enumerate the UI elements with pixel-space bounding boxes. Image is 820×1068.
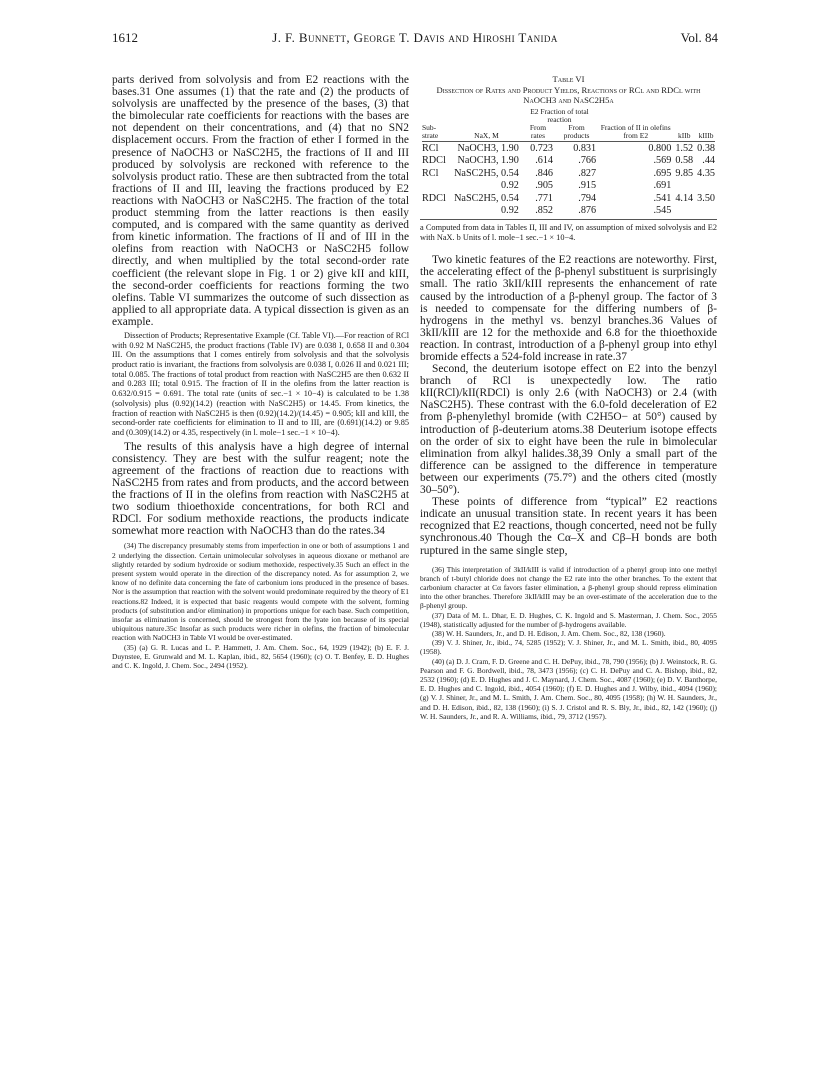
table-cell-rates: .905: [535, 180, 554, 192]
table-row: [420, 168, 717, 181]
table-label: Table VI: [552, 74, 585, 84]
table-cell-kii: 0.58: [675, 155, 694, 167]
left-column: [112, 74, 409, 670]
table-cell-nax: NaOCH3, 1.90: [457, 155, 519, 167]
table-cell-prod: .827: [578, 167, 597, 179]
table-cell-kii: [673, 205, 695, 218]
footnote-40: (40) (a) D. J. Cram, F. D. Greene and C. H. DePuy, ibid., 78, 790 (1956); (b) J. Weinstock, R. G. Pearson and F. G. Bordwell, ibid., 78, 3473 (1956); (c) C. H. DePuy and C. A. Bishop, ibid., 82, 2532 (1960); (d) E. D. Hughes and J. C. Maynard, J. Chem. Soc., 4087 (1960); (e) D. V. Banthorpe, E. D. Hughes and C. Ingold, ibid., 4054 (1960); (f) E. D. Hughes and J. Wilby, ibid., 4094 (1960); (g) V. J. Shiner, Jr., and M. L. Smith, J. Am. Chem. Soc., 80, 4095 (1958); (h) W. H. Saunders, Jr., and D. H. Edison, ibid., 82, 138 (1960); (i) S. J. Cristol and R. S. Bly, Jr., ibid., 82, 142 (1960); (j) W. H. Saunders, Jr., and R. A. Williams, ibid., 79, 3712 (1957).: [420, 656, 717, 721]
table-cell-kiii: 3.50: [697, 192, 715, 204]
th-e2-fraction: E2 Fraction of total reaction: [530, 106, 589, 124]
table-cell-kii: 9.85: [675, 167, 694, 179]
table-cell-rates: .614: [535, 155, 554, 167]
footnotes-left: [112, 541, 409, 670]
table-cell-kiii: 0.38: [697, 142, 715, 154]
th-fraction: Fraction of II in olefins from E2: [600, 122, 671, 140]
table-cell-prod: .876: [578, 205, 597, 217]
table-cell-prod: .794: [578, 192, 597, 204]
table-title: Dissection of Rates and Product Yields, Reactions of RCl and RDCl with NaOCH3 and NaSC2H5a: [436, 84, 701, 105]
table-cell-nax: NaSC2H5, 0.54: [454, 167, 519, 179]
paragraph-transition-state: These points of difference from “typical” E2 reactions indicate an unusual transition state. In recent years it has been recognized that E2 reactions, though concerted, need not be fully synchronous.40 Though the Cα–X and Cβ–H bonds are both ruptured in the same single step,: [420, 496, 717, 557]
table-footnote: a Computed from data in Tables II, III and IV, on assumption of mixed solvolysis and E2 with NaX. b Units of l. mole−1 sec.−1 × 10−4.: [420, 223, 717, 242]
volume-number: Vol. 84: [680, 30, 718, 45]
table-cell-frac: 0.800: [648, 142, 672, 154]
th-from-rates: From rates: [529, 122, 547, 140]
table-row: [420, 193, 717, 206]
footnotes-right: [420, 565, 717, 721]
table-cell-kii: [673, 180, 695, 193]
table-cell-nax: 0.92: [501, 180, 519, 192]
footnote-34: (34) The discrepancy presumably stems from imperfection in one or both of assumptions 1 and 2 underlying the dissection. Certain unimolecular solvolyses in aqueous dioxane or methanol are slightly retarded by sodium hydroxide or sodium methoxide, respectively.35 Such an effect in the present system would operate in the direction of the discrepancy noted. As for assumption 2, we know of no definite data concerning the fate of carbonium ions produced in the presence of bases. Nor is the assumption that reaction with the solvent would predominate required by the theory of E1 reactions.82 Indeed, it is expected that basic reagents would compete with the solvent, forming products (of substitution and/or elimination) in proportions unique for each base. Such competition, insofar as elimination is concerned, should be strongest from the lyate ion because of its special ubiquitous nature.35c Insofar as such products were richer in olefins, the fraction of bimolecular reaction with NaOCH3 in Table VI would be over-estimated.: [112, 541, 409, 643]
table-row: [420, 155, 717, 168]
footnote-36: (36) This interpretation of 3kII/kIII is valid if introduction of a phenyl group into one methyl branch of t-butyl chloride does not change the E2 rate into the other branches. To the extent that carbonium character at Cα favors faster elimination, a β-phenyl group should repress elimination into the other branches. Therefore 3kII/kIII may be an over-estimate of the acceleration due to the β-phenyl group.: [420, 564, 717, 611]
representative-example: Dissection of Products; Representative Example (Cf. Table VI).—For reaction of RCl with 0.92 M NaSC2H5, the product fractions (Table IV) are 0.038 I, 0.658 II and 0.304 III. On the assumptions that I comes entirely from solvolysis and that the solvolysis product ratio is invariant, the fractions from solvolysis are 0.038 I, 0.026 II and 0.021 III; total 0.085. The fractions of total product from reaction with NaSC2H5 are then 0.632 II and 0.283 III; total 0.915. The fraction of II in the olefins from the latter reaction is 0.632/0.915 = 0.691. The total rate (units of sec.−1 × 10−4) is calculated to be 1.38 (solvolysis) plus (0.92)(14.2) (reaction with NaSC2H5) or 14.45. From kinetics, the fraction of reaction with NaSC2H5 is then (0.92)(14.2)/(14.45) = 0.905; kII and kIII, the second-order rate coefficients for elimination to II and to III, are (0.691)(14.2) or 9.85 and (0.309)(14.2) or 4.35, respectively (in l. mole−1 sec.−1 × 10−4).: [112, 330, 409, 437]
table-cell-sub: [420, 180, 452, 193]
table-cell-rates: 0.723: [530, 142, 554, 154]
table-cell-frac: .541: [653, 192, 672, 204]
page-number: 1612: [112, 30, 138, 45]
paragraph-isotope-effect: Second, the deuterium isotope effect on E2 into the benzyl branch of RCl is unexpectedly low. The ratio kII(RCl)/kII(RDCl) is only 2.6 (with NaOCH3) or 2.4 (with NaSC2H5). These contrast with the 6.0-fold deceleration of E2 from β-phenylethyl bromide (with C2H5O− at 50°) caused by introduction of β-deuterium atoms.38 Deuterium isotope effects on the order of six to eight have been the rule in bimolecular elimination from alkyl halides.38,39 Only a small part of the difference can be assigned to the difference in temperature between our experiments (75.7°) and the others cited (mostly 30–50°).: [420, 363, 717, 497]
table-cell-rates: .846: [535, 167, 554, 179]
paragraph-consistency: The results of this analysis have a high degree of internal consistency. They are best with the sulfur reagent; note the agreement of the fractions of reaction due to reactions with NaSC2H5 from rates and from products, and the accord between the fractions of II in the olefins from reaction with NaSC2H5 at two sodium thioethoxide concentrations, for both RCl and RDCl. For sodium methoxide reactions, the products indicate somewhat more reaction with NaOCH3 than do the rates.34: [112, 440, 409, 538]
th-nax: NaX, M: [474, 130, 499, 140]
footnote-37: (37) Data of M. L. Dhar, E. D. Hughes, C. K. Ingold and S. Masterman, J. Chem. Soc., 2055 (1948), statistically adjusted for the number of β-hydrogens available.: [420, 610, 717, 629]
table-cell-frac: .545: [653, 205, 672, 217]
table-cell-prod: .915: [578, 180, 597, 192]
table-cell-kiii: 4.35: [697, 167, 715, 179]
right-column: [420, 74, 717, 721]
table-row: [420, 205, 717, 218]
table-vi: [420, 108, 717, 219]
th-kii: kIIb: [677, 130, 691, 140]
table-cell-prod: 0.831: [573, 142, 597, 154]
th-from-products: From products: [563, 122, 590, 140]
table-cell-rates: .852: [535, 205, 554, 217]
table-cell-kii: 1.52: [675, 142, 694, 154]
table-cell-sub: RDCl: [422, 155, 446, 167]
table-cell-frac: .569: [653, 155, 672, 167]
table-cell-kiii: [695, 180, 717, 193]
footnote-35: (35) (a) G. R. Lucas and L. P. Hammett, J. Am. Chem. Soc., 64, 1929 (1942); (b) E. F. J. Duynstee, E. Grunwald and M. L. Kaplan, ibid., 82, 5654 (1960); (c) O. T. Benfey, E. D. Hughes and C. K. Ingold, J. Chem. Soc., 2494 (1952).: [112, 642, 409, 671]
footnote-38: (38) W. H. Saunders, Jr., and D. H. Edison, J. Am. Chem. Soc., 82, 138 (1960).: [432, 629, 666, 639]
table-cell-sub: RDCl: [422, 192, 446, 204]
table-cell-sub: RCl: [422, 167, 439, 179]
running-header: [112, 30, 718, 50]
running-authors: J. F. Bunnett, George T. Davis and Hiroshi Tanida: [272, 30, 558, 45]
table-cell-kii: 4.14: [675, 192, 694, 204]
table-row: [420, 180, 717, 193]
th-substrate: Sub-strate: [422, 122, 439, 140]
table-cell-rates: .771: [535, 192, 554, 204]
th-kiii: kIIIb: [698, 130, 714, 140]
table-cell-frac: .695: [653, 167, 672, 179]
table-cell-prod: .766: [578, 155, 597, 167]
paragraph-dissection-method: parts derived from solvolysis and from E2 reactions with the bases.31 One assumes (1) that the rate and (2) the products of solvolysis are unaffected by the presence of the bases, (3) that the bimolecular rate coefficients for reactions with the bases are not dependent on their concentrations, and (4) that no SN2 displacement occurs. From the fraction of ether I formed in the presence of NaOCH3 or NaSC2H5, the fractions of II and III produced by solvolysis are reckoned with reference to the solvolysis product ratio. These are then subtracted from the total fractions of II and III, leaving the fractions produced by E2 reactions with NaOCH3 or NaSC2H5. The fraction of the total product stemming from the latter reactions is then easily computed, and is compared with the same quantity as derived from kinetic information. The fractions of II and of III in the olefins from reaction with NaOCH3 or NaSC2H5 follow directly, and when multiplied by the total second-order rate coefficient (the relevant slope in Fig. 1 or 2) give kII and kIII, the second-order coefficients for reactions forming the two olefins. Table VI summarizes the outcome of such dissection as applied to all appropriate data. A typical dissection is given as an example.: [112, 74, 409, 328]
table-cell-nax: NaSC2H5, 0.54: [454, 192, 519, 204]
table-cell-frac: .691: [653, 180, 672, 192]
table-cell-sub: RCl: [422, 142, 439, 154]
footnote-39: (39) V. J. Shiner, Jr., ibid., 74, 5285 (1952); V. J. Shiner, Jr., and M. L. Smith, ibid., 80, 4095 (1958).: [420, 638, 717, 657]
table-row: [420, 143, 717, 156]
table-cell-nax: NaOCH3, 1.90: [457, 142, 519, 154]
table-cell-kiii: .44: [702, 155, 715, 167]
table-cell-kiii: [695, 205, 717, 218]
table-cell-nax: 0.92: [501, 205, 519, 217]
table-cell-sub: [420, 205, 452, 218]
table-body: [420, 143, 717, 219]
paragraph-kinetic-features: Two kinetic features of the E2 reactions are noteworthy. First, the accelerating effect of the β-phenyl substituent is surprisingly small. The ratio 3kII/kIII represents the enhancement of rate caused by the introduction of a β-phenyl group. The factor of 3 is needed to compensate for the differing numbers of β-hydrogens in the methyl vs. benzyl branches.36 Values of 3kII/kIII are 12 for the methoxide and 6.8 for the thioethoxide reaction. In contrast, introduction of a β-phenyl group into ethyl bromide effects a 524-fold increase in rate.37: [420, 254, 717, 363]
